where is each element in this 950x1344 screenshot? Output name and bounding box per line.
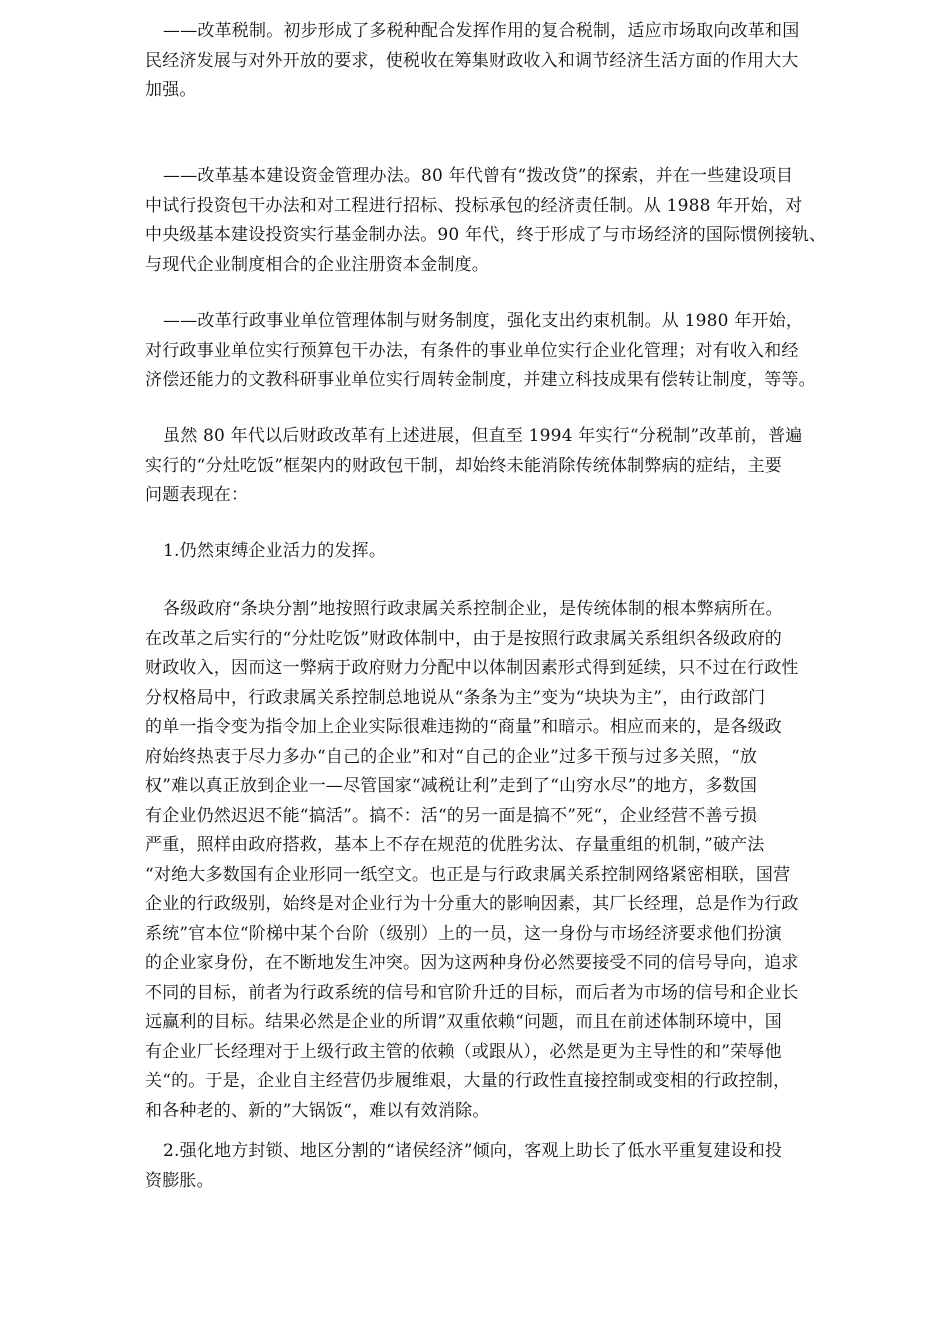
paragraph-line: 济偿还能力的文教科研事业单位实行周转金制度，并建立科技成果有偿转让制度，等等。 (145, 370, 816, 390)
paragraph-line: 的单一指令变为指令加上企业实际很难违拗的“商量”和暗示。相应而来的，是各级政 (145, 717, 782, 737)
paragraph-enterprise-vitality (145, 595, 885, 1126)
paragraph-line: 严重，照样由政府搭救，基本上不存在规范的优胜劣汰、存量重组的机制，”破产法 (145, 835, 765, 855)
paragraph-line: 实行的“分灶吃饭”框架内的财政包干制，却始终未能消除传统体制弊病的症结，主要 (145, 455, 782, 476)
paragraph-line: 问题表现在： (145, 485, 249, 505)
section-heading-2 (145, 1137, 885, 1196)
paragraph-line: 在改革之后实行的“分灶吃饭”财政体制中，由于是按照行政隶属关系组织各级政府的 (145, 628, 782, 649)
paragraph-line: 远赢利的目标。结果必然是企业的所谓”双重依赖“问题，而且在前述体制环境中，国 (145, 1012, 782, 1032)
paragraph-line: 与现代企业制度相合的企业注册资本金制度。 (145, 254, 489, 275)
paragraph-line: 权”难以真正放到企业一—尽管国家“减税让利”走到了“山穷水尽”的地方，多数国 (145, 776, 758, 796)
paragraph-line: 中试行投资包干办法和对工程进行招标、投标承包的经济责任制。从 1988 年开始，对 (145, 195, 803, 216)
paragraph-line: 2.强化地方封锁、地区分割的“诸侯经济”倾向，客观上助长了低水平重复建设和投 (163, 1141, 783, 1161)
paragraph-line: 虽然 80 年代以后财政改革有上述进展，但直至 1994 年实行“分税制”改革前，普遍 (163, 426, 803, 446)
paragraph-line: 分权格局中，行政隶属关系控制总地说从“条条为主”变为“块块为主”，由行政部门 (145, 687, 766, 708)
paragraph-line: 加强。 (145, 80, 197, 100)
paragraph-line: 关“的。于是，企业自主经营仍步履维艰，大量的行政性直接控制或变相的行政控制， (145, 1071, 791, 1091)
paragraph-administrative-reform (145, 307, 885, 396)
paragraph-line: 府始终热衷于尽力多办“自己的企业”和对“自己的企业”过多干预与过多关照，“放 (145, 746, 758, 767)
paragraph-tax-reform (145, 17, 885, 106)
paragraph-line: 财政收入，因而这一弊病于政府财力分配中以体制因素形式得到延续，只不过在行政性 (145, 658, 799, 678)
paragraph-line: 1.仍然束缚企业活力的发挥。 (163, 541, 387, 561)
paragraph-line: 对行政事业单位实行预算包干办法，有条件的事业单位实行企业化管理；对有收入和经 (145, 340, 799, 361)
paragraph-line: 资膨胀。 (145, 1170, 214, 1191)
paragraph-line: ——改革税制。初步形成了多税种配合发挥作用的复合税制，适应市场取向改革和国 (163, 21, 800, 41)
paragraph-line: 民经济发展与对外开放的要求，使税收在筹集财政收入和调节经济生活方面的作用大大 (145, 50, 799, 71)
paragraph-line: 的企业家身份，在不断地发生冲突。因为这两种身份必然要接受不同的信号导向，追求 (145, 953, 799, 973)
paragraph-line: 有企业厂长经理对于上级行政主管的依赖（或跟从），必然是更为主导性的和”荣辱他 (145, 1041, 782, 1062)
paragraph-line: 和各种老的、新的”大锅饭“，难以有效消除。 (145, 1100, 490, 1121)
paragraph-problems-intro (145, 422, 885, 511)
section-heading-1 (145, 537, 885, 567)
paragraph-line: 中央级基本建设投资实行基金制办法。90 年代，终于形成了与市场经济的国际惯例接轨、 (145, 225, 827, 245)
paragraph-capital-construction-reform (145, 162, 885, 280)
paragraph-line: 有企业仍然迟迟不能“搞活”。搞不：活“的另一面是搞不”死“，企业经营不善亏损 (145, 805, 758, 826)
paragraph-line: 不同的目标，前者为行政系统的信号和官阶升迁的目标，而后者为市场的信号和企业长 (145, 982, 799, 1003)
paragraph-line: 企业的行政级别，始终是对企业行为十分重大的影响因素，其厂长经理，总是作为行政 (145, 894, 799, 914)
paragraph-line: ——改革行政事业单位管理体制与财务制度，强化支出约束机制。从 1980 年开始， (163, 311, 804, 331)
paragraph-line: 各级政府“条块分割”地按照行政隶属关系控制企业，是传统体制的根本弊病所在。 (163, 599, 783, 619)
paragraph-line: “对绝大多数国有企业形同一纸空文。也正是与行政隶属关系控制网络紧密相联，国营 (145, 864, 791, 885)
paragraph-line: ——改革基本建设资金管理办法。80 年代曾有“拨改贷”的探索，并在一些建设项目 (163, 166, 794, 186)
paragraph-line: 系统”官本位“阶梯中某个台阶（级别）上的一员，这一身份与市场经济要求他们扮演 (145, 923, 782, 944)
